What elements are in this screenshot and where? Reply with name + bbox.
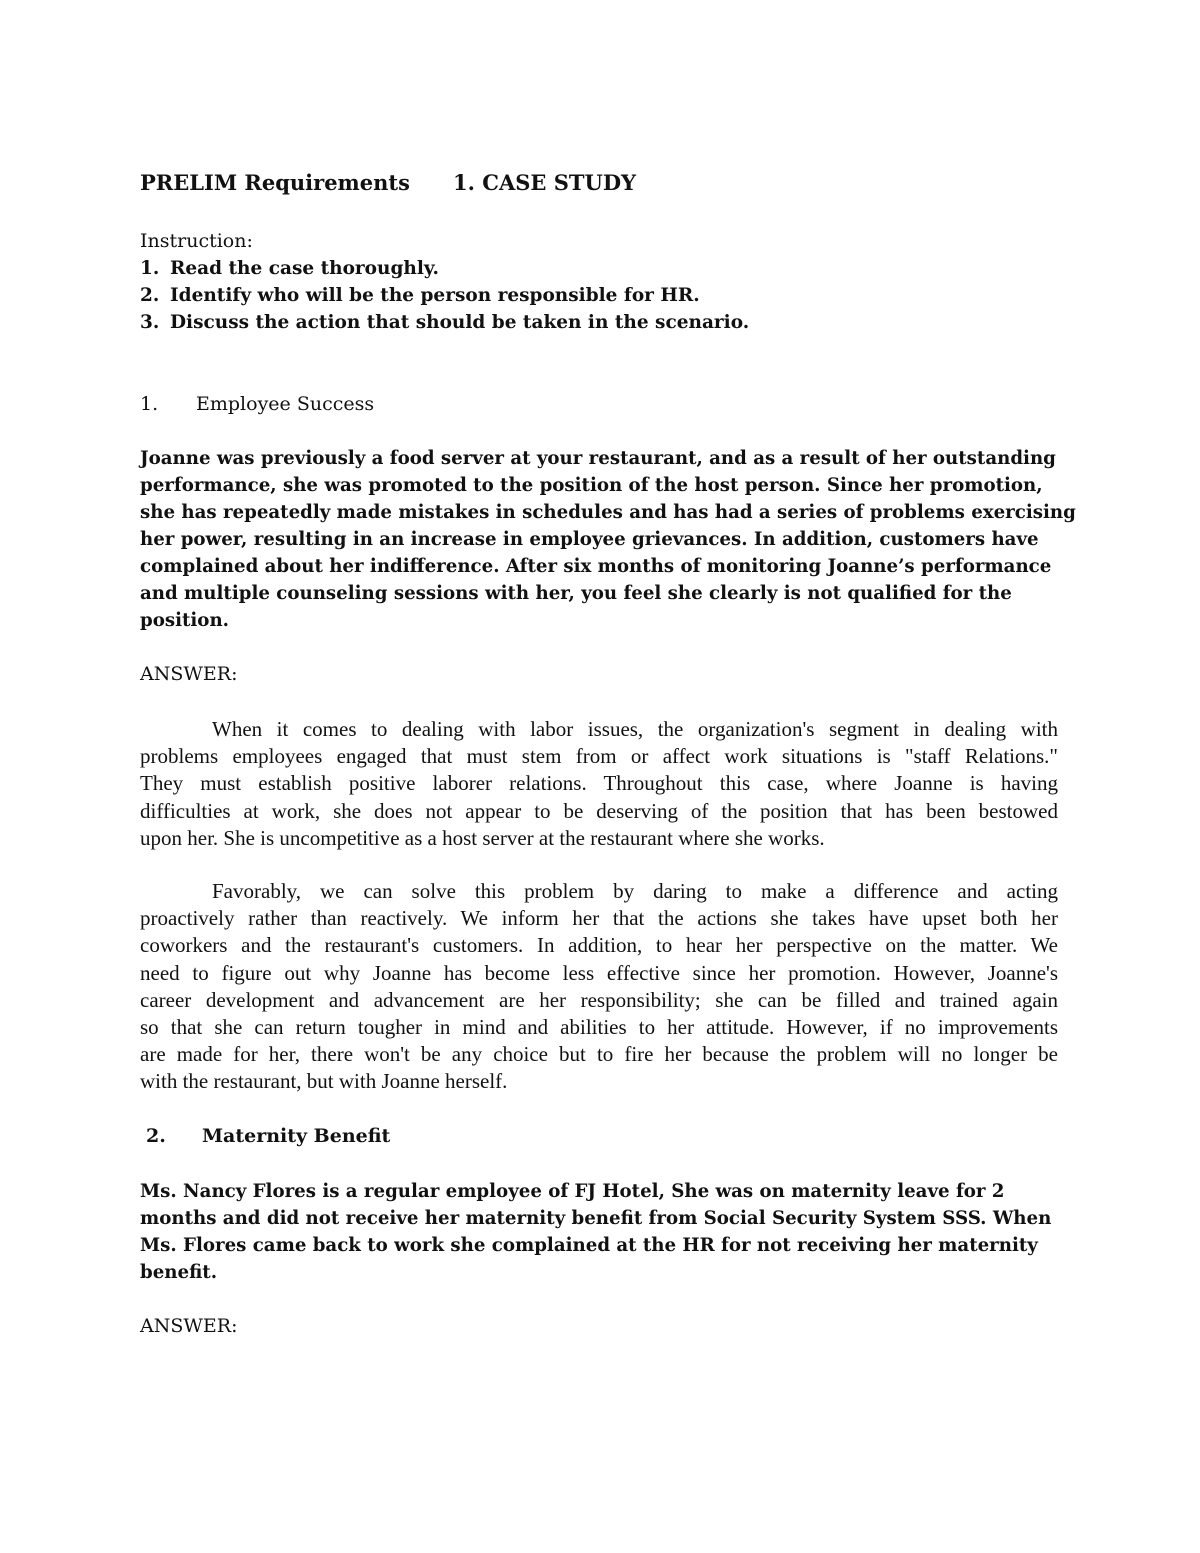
section-2-case-text: Ms. Nancy Flores is a regular employee of FJ Hotel, She was on maternity leave for 2 months and did not receive her maternity benefit from Social Security System SSS. When Ms. Flores came back to work she complained at the HR for not receiving her maternity benefit. <box>140 1181 1052 1283</box>
instruction-label: Instruction: <box>140 230 253 252</box>
section-2-heading <box>146 1123 390 1150</box>
section-1-heading <box>140 391 374 418</box>
section-1-answer-paragraph-2: Favorably, we can solve this problem by daring to make a difference and acting proactively rather than reactively. We inform her that the actions she takes have upset both her coworkers and the restaurant's customers. In addition, to hear her perspective on the matter. We need to figure out why Joanne has become less effective since her promotion. However, Joanne's career development and advancement are her responsibility; she can be filled and trained again so that she can return tougher in mind and abilities to her attitude. However, if no improvements are made for her, there won't be any choice but to fire her because the problem will no longer be with the restaurant, but with Joanne herself. <box>140 879 1058 1094</box>
section-1-number: 1. <box>140 393 159 415</box>
title-case-study: 1. CASE STUDY <box>453 170 637 195</box>
section-1-title: Employee Success <box>196 393 375 415</box>
instruction-list <box>140 255 749 336</box>
instruction-item: 3. Discuss the action that should be taken in the scenario. <box>140 312 750 333</box>
title-prelim: PRELIM Requirements <box>140 170 410 195</box>
section-2-answer-label: ANSWER: <box>140 1315 238 1337</box>
document-title <box>140 170 637 195</box>
section-1-answer-label: ANSWER: <box>140 663 238 685</box>
section-2-title: Maternity Benefit <box>202 1125 391 1147</box>
instruction-item: 2. Identify who will be the person responsible for HR. <box>140 285 700 306</box>
section-1-case-text: Joanne was previously a food server at your restaurant, and as a result of her outstanding performance, she was promoted to the position of the host person. Since her promotion, she has repeatedly made mistakes in schedules and has had a series of problems exercising her power, resulting in an increase in employee grievances. In addition, customers have complained about her indifference. After six months of monitoring Joanne’s performance and multiple counseling sessions with her, you feel she clearly is not qualified for the position. <box>140 448 1076 631</box>
section-1-answer-paragraph-1: When it comes to dealing with labor issues, the organization's segment in dealing with problems employees engaged that must stem from or affect work situations is "staff Relations." They must establish positive laborer relations. Throughout this case, where Joanne is having difficulties at work, she does not appear to be deserving of the position that has been bestowed upon her. She is uncompetitive as a host server at the restaurant where she works. <box>140 717 1058 850</box>
section-2-number: 2. <box>146 1125 166 1147</box>
instruction-item: 1. Read the case thoroughly. <box>140 258 439 279</box>
